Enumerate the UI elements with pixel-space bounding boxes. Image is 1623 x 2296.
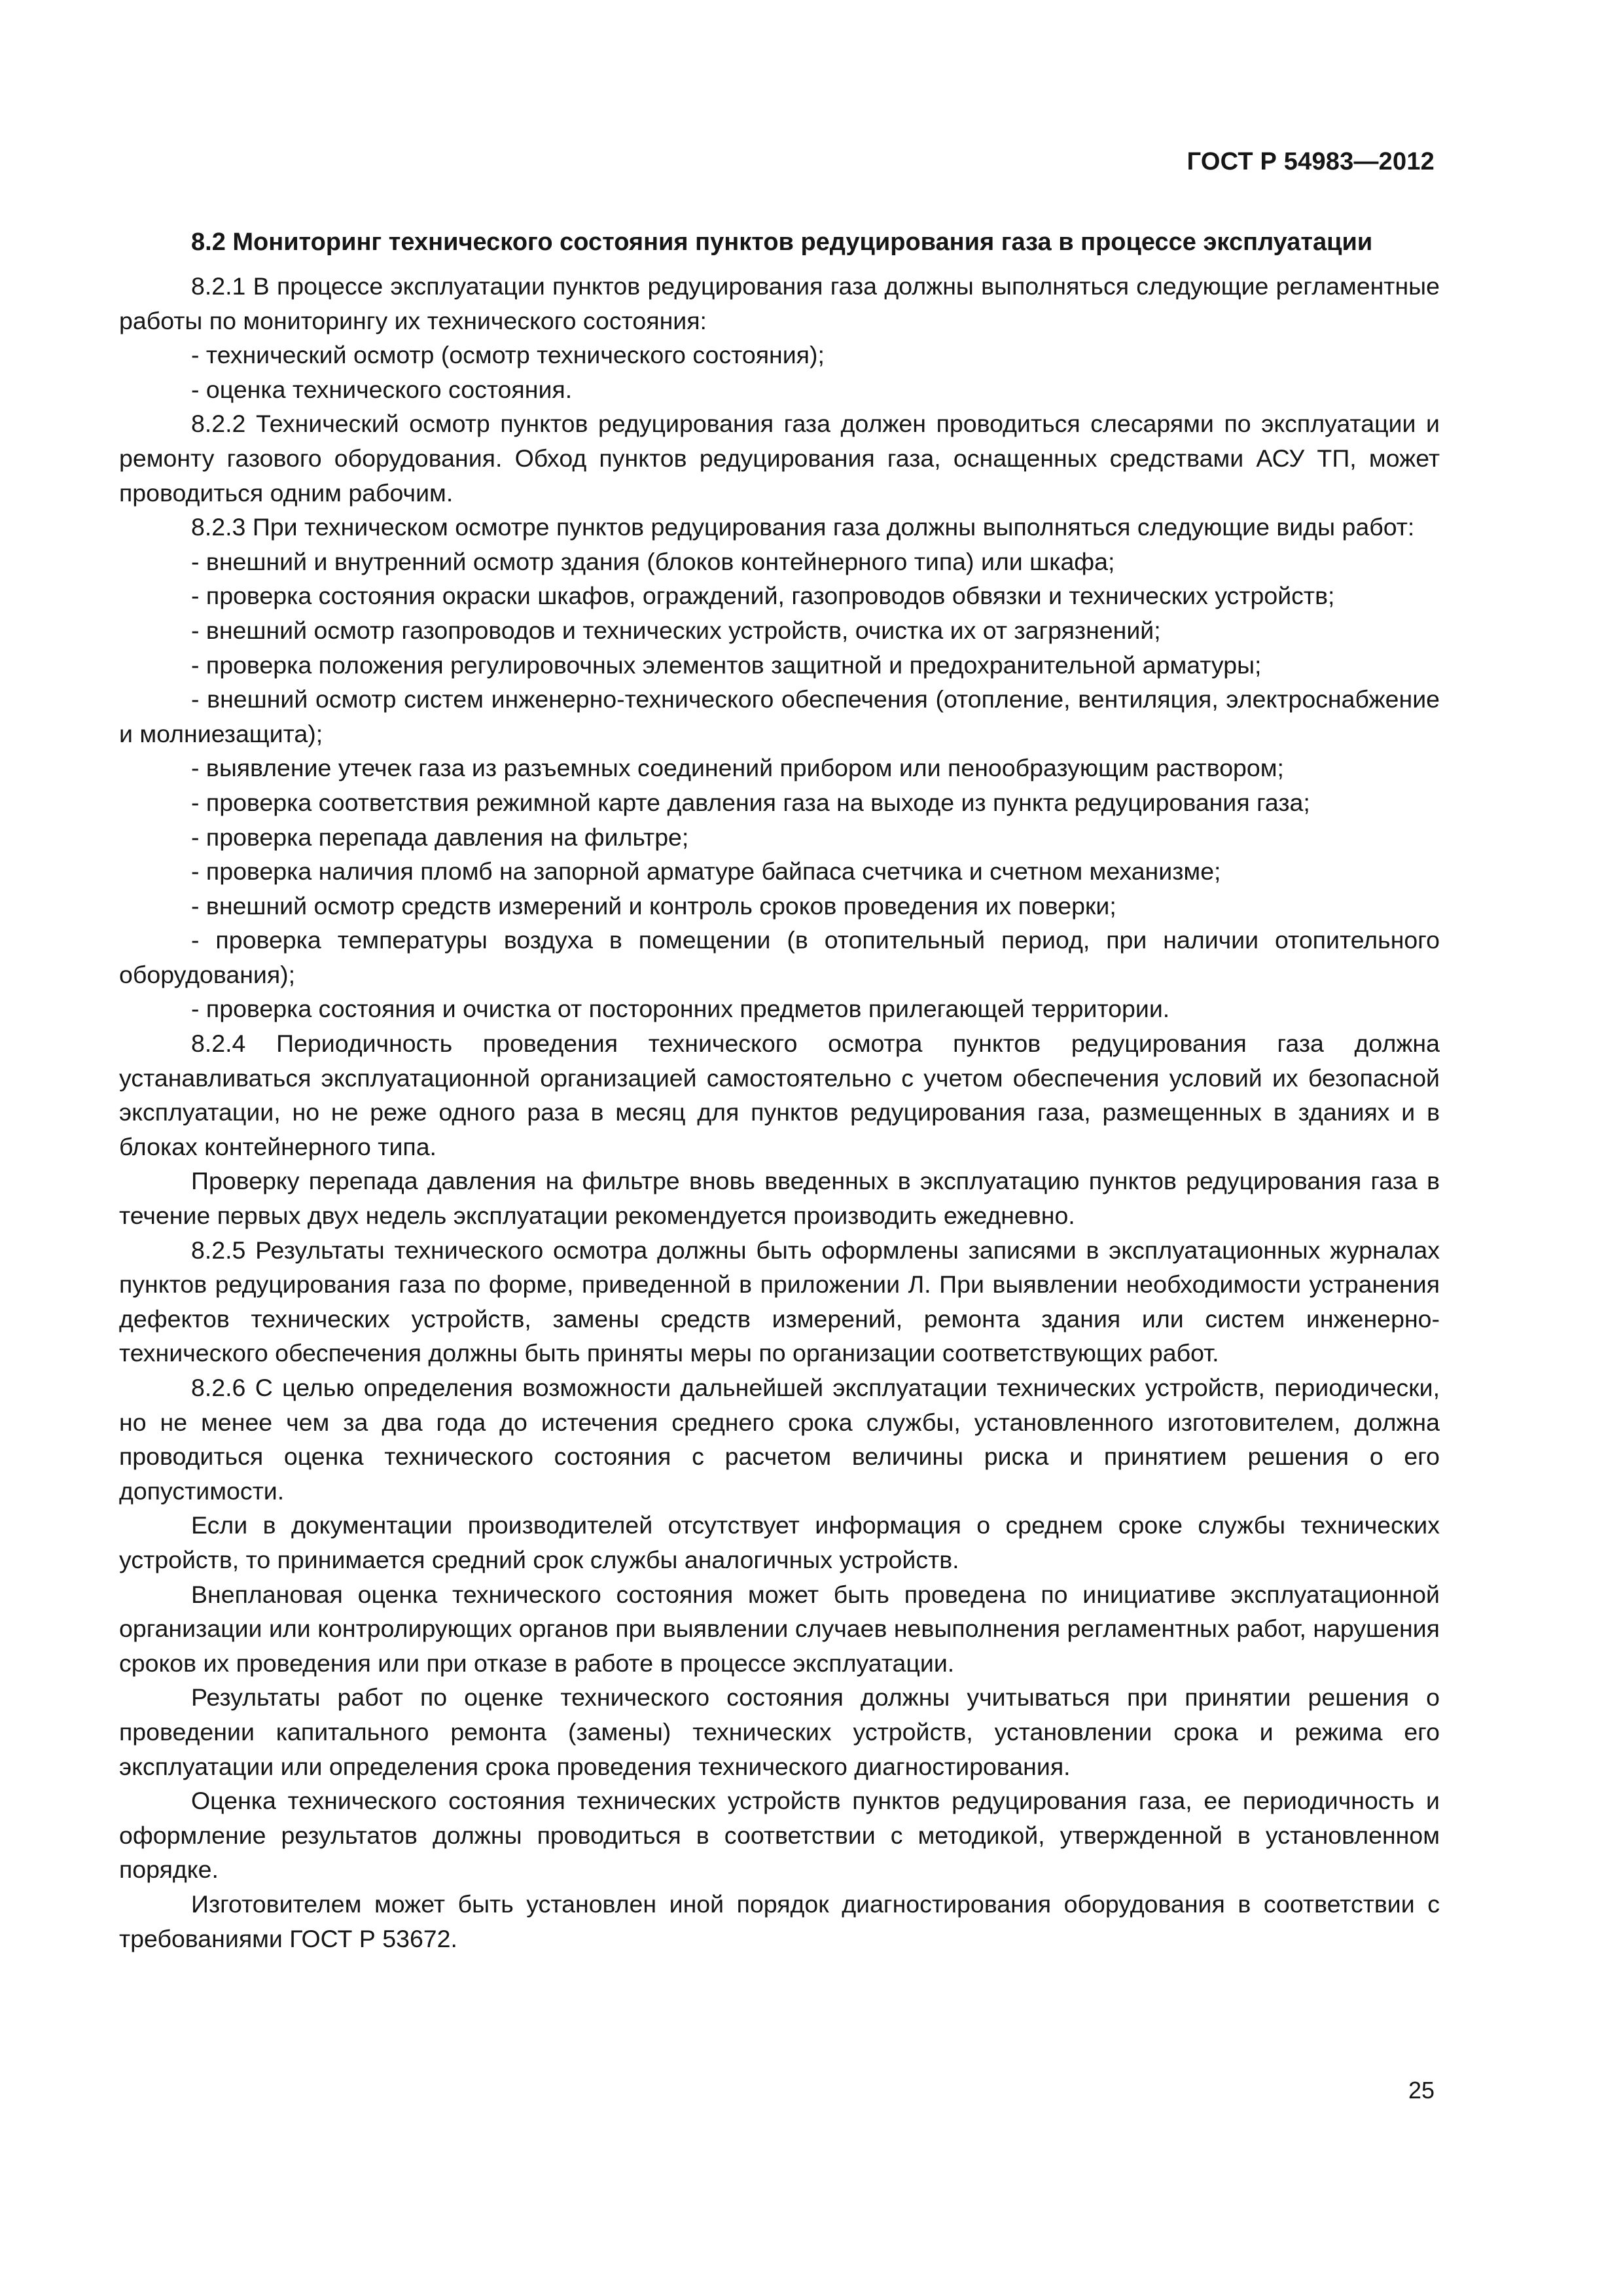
paragraph-8-2-4: 8.2.4 Периодичность проведения технического осмотра пунктов редуцирования газа должна устанавливаться эксплуатационной организацией самостоятельно с учетом обеспечения условий их безопасной эксплуатации, но не реже одного раза в месяц для пунктов редуцирования газа, размещенных в зданиях и в блоках контейнерного типа. (119, 1030, 1440, 1160)
list-item-condition-assessment: - оценка технического состояния. (191, 375, 573, 403)
document-header-standard-id: ГОСТ Р 54983—2012 (1186, 148, 1435, 175)
paragraph-8-2-6: 8.2.6 С целью определения возможности дальнейшей эксплуатации технических устройств, периодически, но не менее чем за два года до истечения среднего срока службы, установленного изготовителем, должна проводиться оценка технического состояния с расчетом величины риска и принятием решения о его допустимости. (119, 1374, 1440, 1505)
document-body (119, 225, 1440, 1956)
page-number: 25 (1408, 2077, 1435, 2104)
list-item-territory-cleaning: - проверка состояния и очистка от посторонних предметов прилегающей территории. (191, 995, 1170, 1023)
paragraph-8-2-3: 8.2.3 При техническом осмотре пунктов редуцирования газа должны выполняться следующие виды работ: (191, 513, 1415, 541)
paragraph-8-2-5: 8.2.5 Результаты технического осмотра должны быть оформлены записями в эксплуатационных журналах пунктов редуцирования газа по форме, приведенной в приложении Л. При выявлении необходимости устранения дефектов технических устройств, замены средств измерений, ремонта здания или систем инженерно-технического обеспечения должны быть приняты меры по организации соответствующих работ. (119, 1236, 1440, 1367)
list-item-paint-check: - проверка состояния окраски шкафов, ограждений, газопроводов обвязки и технических устройств; (191, 582, 1335, 610)
list-item-pipeline-inspection: - внешний осмотр газопроводов и технических устройств, очистка их от загрязнений; (191, 616, 1161, 644)
paragraph-service-life: Если в документации производителей отсутствует информация о среднем сроке службы технических устройств, то принимается средний срок службы аналогичных устройств. (119, 1511, 1440, 1573)
list-item-engineering-systems: - внешний осмотр систем инженерно-технического обеспечения (отопление, вентиляция, электроснабжение и молниезащита); (119, 685, 1440, 747)
paragraph-manufacturer-diagnostics: Изготовителем может быть установлен иной порядок диагностирования оборудования в соответствии с требованиями ГОСТ Р 53672. (119, 1890, 1440, 1952)
list-item-tech-inspection: - технический осмотр (осмотр технического состояния); (191, 341, 825, 369)
list-item-leak-detection: - выявление утечек газа из разъемных соединений прибором или пенообразующим раствором; (191, 754, 1284, 782)
paragraph-filter-check-new: Проверку перепада давления на фильтре вновь введенных в эксплуатацию пунктов редуцирования газа в течение первых двух недель эксплуатации рекомендуется производить ежедневно. (119, 1167, 1440, 1230)
paragraph-8-2-2: 8.2.2 Технический осмотр пунктов редуцирования газа должен проводиться слесарями по эксплуатации и ремонту газового оборудования. Обход пунктов редуцирования газа, оснащенных средствами АСУ ТП, может проводиться одним рабочим. (119, 410, 1440, 507)
list-item-pressure-map-check: - проверка соответствия режимной карте давления газа на выходе из пункта редуцирования газа; (191, 788, 1310, 816)
list-item-valve-position-check: - проверка положения регулировочных элементов защитной и предохранительной арматуры; (191, 651, 1262, 679)
list-item-filter-pressure-drop: - проверка перепада давления на фильтре; (191, 823, 689, 851)
list-item-instrument-calibration: - внешний осмотр средств измерений и контроль сроков проведения их поверки; (191, 891, 1116, 920)
paragraph-unscheduled-assessment: Внеплановая оценка технического состояния может быть проведена по инициативе эксплуатационной организации или контролирующих органов при выявлении случаев невыполнения регламентных работ, нарушения сроков их проведения или при отказе в работе в процессе эксплуатации. (119, 1580, 1440, 1677)
list-item-seal-check: - проверка наличия пломб на запорной арматуре байпаса счетчика и счетном механизме; (191, 857, 1221, 886)
list-item-building-inspection: - внешний и внутренний осмотр здания (блоков контейнерного типа) или шкафа; (191, 547, 1115, 575)
section-title: 8.2 Мониторинг технического состояния пунктов редуцирования газа в процессе эксплуатации (191, 228, 1373, 256)
list-item-air-temperature: - проверка температуры воздуха в помещении (в отопительный период, при наличии отопительного оборудования); (119, 926, 1440, 988)
paragraph-assessment-methodology: Оценка технического состояния технических устройств пунктов редуцирования газа, ее периодичность и оформление результатов должны проводиться в соответствии с методикой, утвержденной в установленном порядке. (119, 1787, 1440, 1884)
paragraph-8-2-1: 8.2.1 В процессе эксплуатации пунктов редуцирования газа должны выполняться следующие регламентные работы по мониторингу их технического состояния: (119, 272, 1440, 334)
paragraph-assessment-results: Результаты работ по оценке технического состояния должны учитываться при принятии решения о проведении капитального ремонта (замены) технических устройств, установлении срока и режима его эксплуатации или определения срока проведения технического диагностирования. (119, 1683, 1440, 1780)
